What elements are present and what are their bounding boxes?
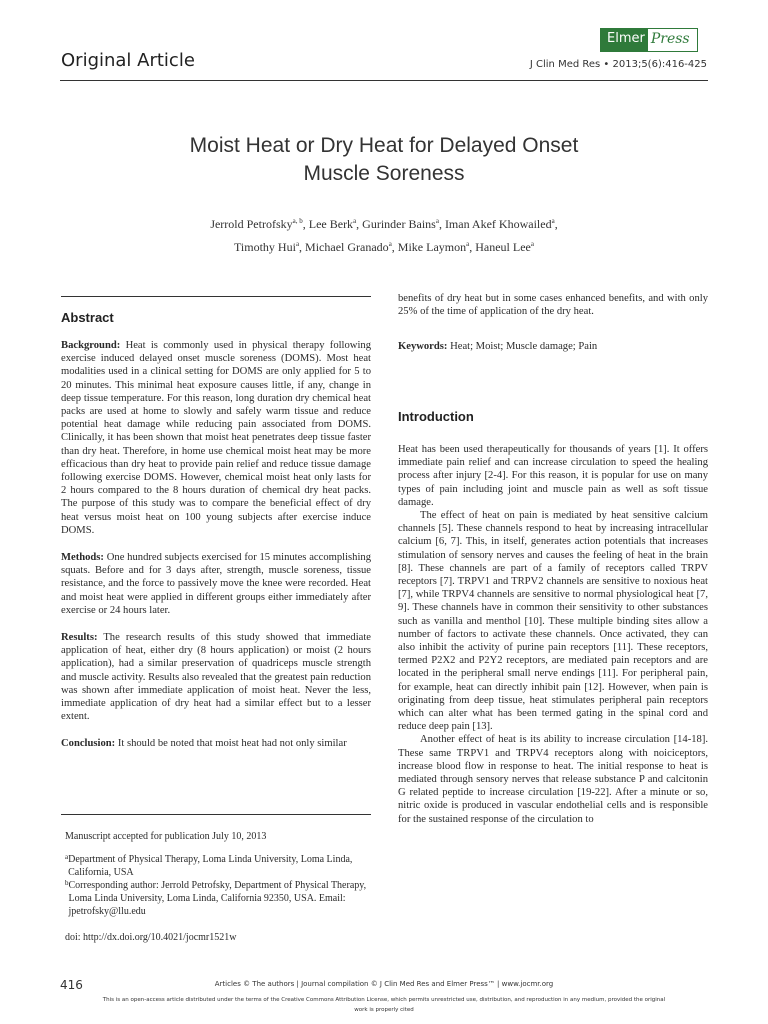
paper-title [0,132,768,188]
author-name: Gurinder Bains [362,217,436,231]
results-text: The research results of this study showed that immediate application of heat, either dry (8 hours application) or moist (2 hours application), had a similar preservation of quadriceps muscle strength and muscle activity. Results also revealed that the greatest pain reduction was shown after immediate application of moist heat. Never the less, immediate application of dry heat had a similar effect but to a lesser extent. [61,632,371,723]
methods-label: Methods: [61,552,104,564]
title-line-2: Muscle Soreness [303,162,465,185]
accepted-date: Manuscript accepted for publication July 10, 2013 [65,831,267,842]
author-name: Michael Granado [305,240,389,254]
affiliation-a [65,853,371,879]
abstract-continued: benefits of dry heat but in some cases enhanced benefits, and with only 25% of the time of application of the dry heat. [398,293,708,318]
affil-a-marker: a [65,853,69,861]
author-name: Jerrold Petrofsky [210,217,293,231]
author-affil: a [388,240,392,248]
right-column [398,292,708,354]
author-affil: a, b [292,217,303,225]
author-affil: a [435,217,439,225]
logo-text-right: Press [650,31,690,47]
keywords [398,340,708,353]
abstract-top-rule [61,296,371,297]
background-label: Background: [61,340,121,351]
intro-paragraph-2: The effect of heat on pain is mediated by heat sensitive calcium channels [5]. These channels respond to heat by increasing intracellular calcium [6, 7]. This, in itself, generates action potentials that increases stimulation of sensory nerves and causes the feeling of heat in the brain [8]. These channels are part of a family of receptors called TRPV receptors [7]. TRPV1 and TRPV2 channels are sensitive to noxious heat [7], while TRPV4 channels are sensitive to normal physiological heat [7, 9]. These channels have in common their sensitivity to other substances such as vanilla and menthol [10]. These multiple binding sites allow a number of factors to activate these channels. Once activated, they can also inhibit the activity of purine pain receptors [11]. These receptors, termed P2X2 and P2Y2 receptors, are mediated pain receptors and are located in the peripheral small nerve endings [11]. For peripheral pain, for example, heat can directly inhibit pain [12]. However, when pain is originating from deep tissue, heat stimulates peripheral pain receptors which can alter what has been termed gating in the spinal cord and reduce deep pain [13]. [398,510,708,733]
abstract-methods [61,551,371,617]
introduction-heading: Introduction [398,409,474,424]
notes-top-rule [61,814,371,815]
header-divider [60,80,708,81]
author-name: Mike Laymon [397,240,467,254]
author-affil: a [295,240,300,248]
author-affil: a [530,240,534,248]
introduction-body [398,443,708,826]
intro-paragraph-1: Heat has been used therapeutically for thousands of years [1]. It offers immediate pain relief and can increase circulation to speed the healing process after injury [2-4]. For this reason, it is popular for use on many types of pain including joint and muscle pain as well as soft tissue damage. [398,444,708,508]
article-notes [65,830,371,944]
methods-text: One hundred subjects exercised for 15 minutes accomplishing squats. Before and for 3 days after, strength, muscle soreness, tissue resistance, and the force to passively move the knee were recorded. Heat and moist heat were applied in different groups either immediately after exercise or 24 hours later. [61,552,371,616]
author-name: Haneul Lee [475,240,531,254]
author-affil: a [353,217,357,225]
journal-citation: J Clin Med Res • 2013;5(6):416-425 [529,59,707,70]
abstract-body [61,339,371,751]
affil-b-text: Corresponding author: Jerrold Petrofsky, Department of Physical Therapy, Loma Linda University, Loma Linda, California 92350, USA. Email: jpetrofsky@llu.edu [68,880,367,917]
conclusion-label: Conclusion: [61,738,116,750]
author-name: Timothy Hui [234,240,296,254]
results-label: Results: [61,632,98,644]
footer-license: This is an open-access article distributed under the terms of the Creative Commons Attribution License, which permits unrestricted use, distribution, and reproduction in any medium, provided the original work is properly cited [102,997,666,1013]
footer-copyright: Articles © The authors | Journal compilation © J Clin Med Res and Elmer Press™ | www.jocmr.org [214,980,554,988]
logo-text-left: Elmer [601,29,648,51]
author-line-1: Jerrold Petrofsky$^{a, b}$, Lee Berk$^a$, Gurinder Bains$^a$, Iman Akef Khowailed$^a$, [210,217,558,231]
publisher-logo [600,28,698,52]
affiliation-b [65,879,371,918]
abstract-heading: Abstract [61,310,114,325]
author-list [0,211,768,257]
article-type: Original Article [61,50,195,71]
title-line-1: Moist Heat or Dry Heat for Delayed Onset [189,134,579,157]
affil-a-text: Department of Physical Therapy, Loma Linda University, Loma Linda, California, USA [68,854,353,878]
author-affil: a [551,217,555,225]
abstract-results [61,631,371,723]
abstract-conclusion [61,737,371,750]
doi-link[interactable]: doi: http://dx.doi.org/10.4021/jocmr1521w [65,932,237,943]
abstract-background [61,339,371,537]
affil-b-marker: b [65,879,69,887]
author-line-2: Timothy Hui$^a$, Michael Granado$^a$, Mike Laymon$^a$, Haneul Lee$^a$ [234,240,534,254]
author-name: Iman Akef Khowailed [444,217,552,231]
page-number: 416 [60,978,83,992]
keywords-text: Heat; Moist; Muscle damage; Pain [447,341,598,353]
intro-paragraph-3: Another effect of heat is its ability to increase circulation [14-18]. These same TRPV1 and TRPV4 receptors along with noiciceptors, increase blood flow in response to heat. The initial response to heat is mediated through sensory nerves that release substance P and calcitonin G related peptide to increase circulation [19-22]. After a minute or so, nitric oxide is produced in vascular endothelial cells and is responsible for the sustained response of the circulation to [398,734,708,825]
author-name: Lee Berk [308,217,354,231]
background-text: Heat is commonly used in physical therapy following exercise induced delayed onset muscle soreness (DOMS). Most heat modalities used in a clinical setting for DOMS are only applied for 5 to 20 minutes. This minimal heat exposure causes little, if any, change in deep tissue temperature. For this reason, long duration dry chemical heat packs are used at home to slowly and safely warm tissue and reduce potential heat damage while reducing pain associated from DOMS. Clinically, it has been shown that moist heat penetrates deep tissue faster than dry heat. Therefore, in home use chemical moist heat may be more efficacious than dry heat to provide pain relief and reduce tissue damage following exercise DOMS. However, chemical moist heat only lasts for 2 hours compared to the 8 hours duration of chemical dry heat packs. The purpose of this study was to compare the beneficial effect of dry heat versus moist heat on 100 young subjects after exercise induce DOMS. [61,340,371,536]
conclusion-text: It should be noted that moist heat had not only similar [115,738,347,750]
keywords-label: Keywords: [398,341,448,353]
author-affil: a [466,240,470,248]
